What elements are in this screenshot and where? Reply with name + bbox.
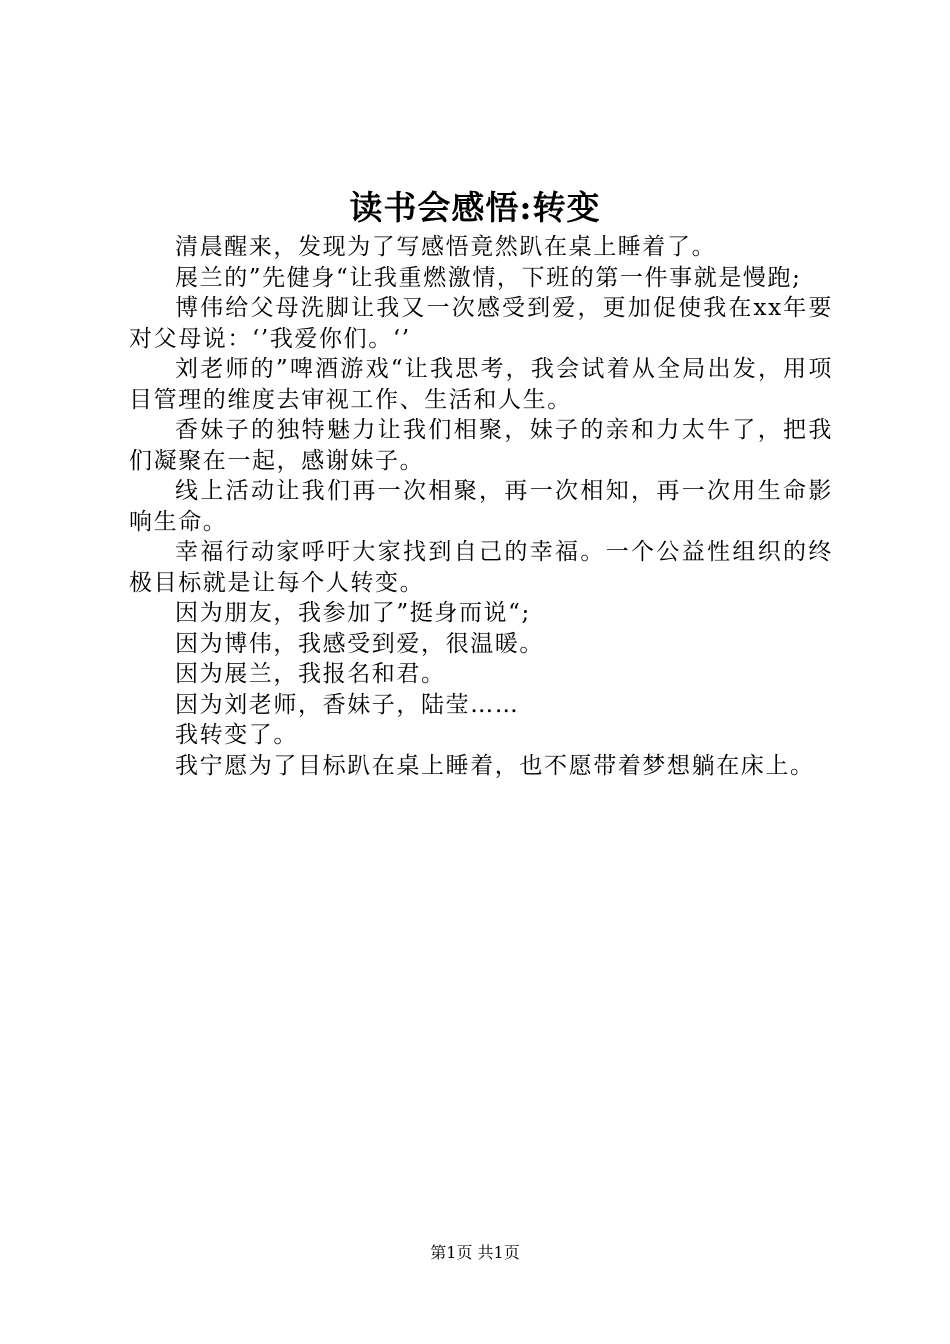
- paragraph: 展兰的”先健身“让我重燃激情，下班的第一件事就是慢跑;: [175, 264, 802, 291]
- body-text: [129, 232, 833, 781]
- paragraph: 博伟给父母洗脚让我又一次感受到爱，更加促使我在xx年要对父母说：‘’我爱你们。‘’: [129, 295, 833, 352]
- page-footer: 第1页 共1页: [430, 1243, 520, 1262]
- paragraph: 我转变了。: [175, 722, 298, 748]
- paragraph: 清晨醒来，发现为了写感悟竟然趴在桌上睡着了。: [175, 234, 717, 260]
- paragraph: 幸福行动家呼吁大家找到自己的幸福。一个公益性组织的终极目标就是让每个人转变。: [129, 539, 833, 596]
- paragraph: 刘老师的”啤酒游戏“让我思考，我会试着从全局出发，用项目管理的维度去审视工作、生活和人生。: [129, 356, 833, 413]
- paragraph: 因为展兰，我报名和君。: [175, 661, 446, 687]
- paragraph: 因为刘老师，香妹子，陆莹……: [175, 691, 520, 718]
- paragraph: 线上活动让我们再一次相聚，再一次相知，再一次用生命影响生命。: [129, 478, 833, 535]
- paragraph: 我宁愿为了目标趴在桌上睡着，也不愿带着梦想躺在床上。: [175, 752, 815, 779]
- paragraph: 因为博伟，我感受到爱，很温暖。: [175, 630, 544, 657]
- paragraph: 香妹子的独特魅力让我们相聚，妹子的亲和力太牛了，把我们凝聚在一起，感谢妹子。: [129, 417, 833, 474]
- paragraph: 因为朋友，我参加了”挺身而说“;: [175, 600, 531, 626]
- page-title: 读书会感悟:转变: [349, 188, 601, 227]
